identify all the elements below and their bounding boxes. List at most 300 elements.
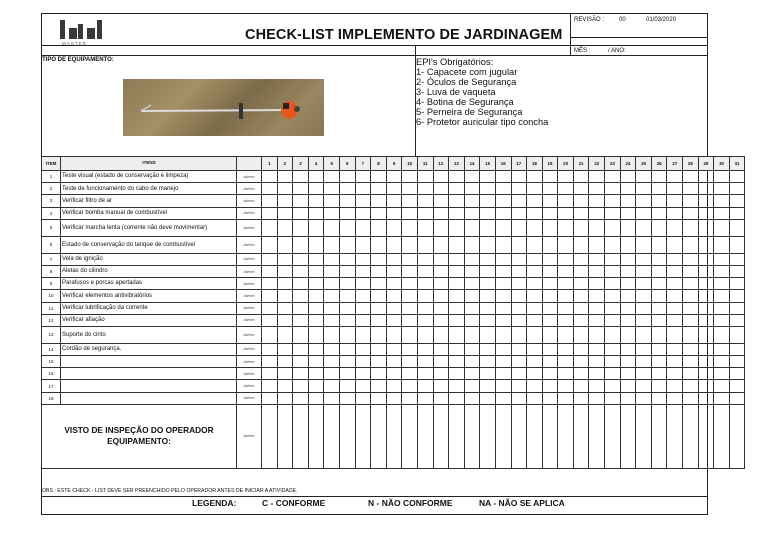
check-cell[interactable] [698,219,714,236]
check-cell[interactable] [511,207,527,219]
check-cell[interactable] [277,171,293,183]
check-cell[interactable] [558,368,574,380]
check-cell[interactable] [480,380,496,392]
check-cell[interactable] [262,219,278,236]
check-cell[interactable] [714,290,730,302]
check-cell[interactable] [589,278,605,290]
check-cell[interactable] [402,183,418,195]
check-cell[interactable] [698,195,714,207]
check-cell[interactable] [402,368,418,380]
check-cell[interactable] [558,314,574,326]
check-cell[interactable] [620,314,636,326]
check-cell[interactable] [449,278,465,290]
check-cell[interactable] [402,380,418,392]
check-cell[interactable] [729,171,745,183]
check-cell[interactable] [277,302,293,314]
check-cell[interactable] [449,343,465,355]
check-cell[interactable] [371,265,387,277]
check-cell[interactable] [293,356,309,368]
row-date[interactable]: dd/mm [237,183,262,195]
check-cell[interactable] [558,219,574,236]
check-cell[interactable] [573,219,589,236]
check-cell[interactable] [605,380,621,392]
check-cell[interactable] [495,356,511,368]
check-cell[interactable] [480,183,496,195]
check-cell[interactable] [417,183,433,195]
check-cell[interactable] [636,368,652,380]
check-cell[interactable] [324,290,340,302]
check-cell[interactable] [386,171,402,183]
check-cell[interactable] [308,314,324,326]
check-cell[interactable] [558,253,574,265]
check-cell[interactable] [558,207,574,219]
check-cell[interactable] [324,253,340,265]
check-cell[interactable] [293,392,309,404]
check-cell[interactable] [324,171,340,183]
check-cell[interactable] [511,253,527,265]
check-cell[interactable] [620,343,636,355]
check-cell[interactable] [620,253,636,265]
check-cell[interactable] [277,356,293,368]
check-cell[interactable] [355,290,371,302]
check-cell[interactable] [573,253,589,265]
check-cell[interactable] [417,278,433,290]
check-cell[interactable] [371,236,387,253]
check-cell[interactable] [683,380,699,392]
check-cell[interactable] [433,392,449,404]
check-cell[interactable] [698,343,714,355]
check-cell[interactable] [573,356,589,368]
check-cell[interactable] [433,183,449,195]
check-cell[interactable] [620,195,636,207]
check-cell[interactable] [495,171,511,183]
check-cell[interactable] [449,253,465,265]
check-cell[interactable] [277,253,293,265]
check-cell[interactable] [651,265,667,277]
visto-cell[interactable] [449,404,465,468]
check-cell[interactable] [714,368,730,380]
visto-cell[interactable] [714,404,730,468]
check-cell[interactable] [589,171,605,183]
check-cell[interactable] [729,265,745,277]
check-cell[interactable] [651,253,667,265]
check-cell[interactable] [386,343,402,355]
check-cell[interactable] [511,236,527,253]
check-cell[interactable] [495,290,511,302]
check-cell[interactable] [324,356,340,368]
check-cell[interactable] [371,343,387,355]
check-cell[interactable] [277,326,293,343]
check-cell[interactable] [339,219,355,236]
check-cell[interactable] [386,236,402,253]
check-cell[interactable] [371,171,387,183]
check-cell[interactable] [308,183,324,195]
check-cell[interactable] [433,195,449,207]
check-cell[interactable] [573,183,589,195]
check-cell[interactable] [293,236,309,253]
check-cell[interactable] [589,207,605,219]
check-cell[interactable] [371,302,387,314]
check-cell[interactable] [355,236,371,253]
check-cell[interactable] [324,368,340,380]
row-date[interactable]: dd/mm [237,195,262,207]
check-cell[interactable] [589,380,605,392]
check-cell[interactable] [683,356,699,368]
check-cell[interactable] [683,183,699,195]
check-cell[interactable] [698,253,714,265]
check-cell[interactable] [605,392,621,404]
visto-cell[interactable] [433,404,449,468]
check-cell[interactable] [729,207,745,219]
check-cell[interactable] [558,195,574,207]
row-date[interactable]: dd/mm [237,326,262,343]
check-cell[interactable] [573,195,589,207]
check-cell[interactable] [698,207,714,219]
check-cell[interactable] [527,183,543,195]
check-cell[interactable] [339,392,355,404]
check-cell[interactable] [417,314,433,326]
check-cell[interactable] [651,326,667,343]
check-cell[interactable] [308,171,324,183]
check-cell[interactable] [573,380,589,392]
check-cell[interactable] [589,236,605,253]
check-cell[interactable] [464,302,480,314]
check-cell[interactable] [573,236,589,253]
visto-cell[interactable] [651,404,667,468]
check-cell[interactable] [683,236,699,253]
check-cell[interactable] [308,265,324,277]
check-cell[interactable] [402,326,418,343]
row-date[interactable]: dd/mm [237,207,262,219]
check-cell[interactable] [714,278,730,290]
check-cell[interactable] [293,368,309,380]
check-cell[interactable] [277,236,293,253]
check-cell[interactable] [449,314,465,326]
check-cell[interactable] [527,207,543,219]
check-cell[interactable] [324,236,340,253]
visto-cell[interactable] [293,404,309,468]
check-cell[interactable] [573,171,589,183]
check-cell[interactable] [480,302,496,314]
check-cell[interactable] [433,278,449,290]
check-cell[interactable] [386,302,402,314]
check-cell[interactable] [651,368,667,380]
check-cell[interactable] [605,302,621,314]
check-cell[interactable] [277,392,293,404]
check-cell[interactable] [449,207,465,219]
check-cell[interactable] [558,343,574,355]
check-cell[interactable] [308,368,324,380]
check-cell[interactable] [651,195,667,207]
check-cell[interactable] [464,236,480,253]
check-cell[interactable] [355,356,371,368]
visto-cell[interactable] [511,404,527,468]
visto-cell[interactable] [558,404,574,468]
check-cell[interactable] [698,171,714,183]
check-cell[interactable] [651,343,667,355]
check-cell[interactable] [729,380,745,392]
check-cell[interactable] [277,219,293,236]
check-cell[interactable] [589,265,605,277]
check-cell[interactable] [573,343,589,355]
check-cell[interactable] [355,219,371,236]
check-cell[interactable] [558,290,574,302]
check-cell[interactable] [417,368,433,380]
check-cell[interactable] [589,314,605,326]
check-cell[interactable] [714,314,730,326]
check-cell[interactable] [386,265,402,277]
check-cell[interactable] [402,171,418,183]
check-cell[interactable] [683,265,699,277]
check-cell[interactable] [293,183,309,195]
check-cell[interactable] [527,326,543,343]
check-cell[interactable] [683,171,699,183]
check-cell[interactable] [293,253,309,265]
check-cell[interactable] [620,392,636,404]
check-cell[interactable] [729,343,745,355]
check-cell[interactable] [339,290,355,302]
check-cell[interactable] [511,183,527,195]
check-cell[interactable] [339,207,355,219]
check-cell[interactable] [355,368,371,380]
check-cell[interactable] [527,343,543,355]
check-cell[interactable] [262,392,278,404]
check-cell[interactable] [636,314,652,326]
check-cell[interactable] [308,302,324,314]
check-cell[interactable] [355,314,371,326]
check-cell[interactable] [636,392,652,404]
row-date[interactable]: dd/mm [237,265,262,277]
check-cell[interactable] [605,314,621,326]
check-cell[interactable] [449,368,465,380]
check-cell[interactable] [667,302,683,314]
row-date[interactable]: dd/mm [237,380,262,392]
visto-cell[interactable] [605,404,621,468]
check-cell[interactable] [542,278,558,290]
check-cell[interactable] [371,219,387,236]
check-cell[interactable] [386,278,402,290]
check-cell[interactable] [417,326,433,343]
check-cell[interactable] [417,219,433,236]
check-cell[interactable] [308,380,324,392]
check-cell[interactable] [293,343,309,355]
check-cell[interactable] [698,392,714,404]
check-cell[interactable] [480,207,496,219]
check-cell[interactable] [417,171,433,183]
visto-cell[interactable] [667,404,683,468]
check-cell[interactable] [449,171,465,183]
check-cell[interactable] [698,380,714,392]
check-cell[interactable] [339,343,355,355]
visto-cell[interactable] [636,404,652,468]
check-cell[interactable] [542,171,558,183]
check-cell[interactable] [651,290,667,302]
check-cell[interactable] [293,207,309,219]
check-cell[interactable] [464,392,480,404]
check-cell[interactable] [636,207,652,219]
check-cell[interactable] [542,302,558,314]
check-cell[interactable] [464,265,480,277]
check-cell[interactable] [386,207,402,219]
check-cell[interactable] [683,207,699,219]
check-cell[interactable] [620,380,636,392]
visto-cell[interactable] [527,404,543,468]
check-cell[interactable] [729,302,745,314]
check-cell[interactable] [386,195,402,207]
check-cell[interactable] [449,356,465,368]
check-cell[interactable] [636,290,652,302]
check-cell[interactable] [495,326,511,343]
check-cell[interactable] [262,183,278,195]
check-cell[interactable] [589,290,605,302]
check-cell[interactable] [683,290,699,302]
check-cell[interactable] [683,368,699,380]
check-cell[interactable] [262,207,278,219]
check-cell[interactable] [636,356,652,368]
check-cell[interactable] [339,314,355,326]
check-cell[interactable] [573,302,589,314]
check-cell[interactable] [651,219,667,236]
check-cell[interactable] [433,253,449,265]
check-cell[interactable] [558,265,574,277]
visto-cell[interactable] [308,404,324,468]
check-cell[interactable] [339,326,355,343]
check-cell[interactable] [339,380,355,392]
check-cell[interactable] [651,236,667,253]
check-cell[interactable] [480,343,496,355]
check-cell[interactable] [402,343,418,355]
check-cell[interactable] [636,302,652,314]
check-cell[interactable] [464,368,480,380]
check-cell[interactable] [433,326,449,343]
check-cell[interactable] [371,392,387,404]
check-cell[interactable] [480,265,496,277]
check-cell[interactable] [573,290,589,302]
check-cell[interactable] [355,183,371,195]
check-cell[interactable] [573,278,589,290]
visto-cell[interactable] [371,404,387,468]
check-cell[interactable] [277,290,293,302]
check-cell[interactable] [293,380,309,392]
check-cell[interactable] [386,392,402,404]
visto-cell[interactable] [339,404,355,468]
check-cell[interactable] [417,343,433,355]
check-cell[interactable] [527,236,543,253]
check-cell[interactable] [386,253,402,265]
check-cell[interactable] [355,302,371,314]
check-cell[interactable] [495,368,511,380]
check-cell[interactable] [480,236,496,253]
visto-cell[interactable] [495,404,511,468]
check-cell[interactable] [667,236,683,253]
check-cell[interactable] [355,392,371,404]
check-cell[interactable] [558,278,574,290]
check-cell[interactable] [511,392,527,404]
check-cell[interactable] [683,326,699,343]
check-cell[interactable] [262,343,278,355]
check-cell[interactable] [308,219,324,236]
check-cell[interactable] [480,356,496,368]
check-cell[interactable] [355,278,371,290]
check-cell[interactable] [262,368,278,380]
check-cell[interactable] [433,380,449,392]
check-cell[interactable] [417,236,433,253]
check-cell[interactable] [714,392,730,404]
check-cell[interactable] [667,207,683,219]
check-cell[interactable] [371,278,387,290]
check-cell[interactable] [262,314,278,326]
check-cell[interactable] [339,265,355,277]
check-cell[interactable] [433,171,449,183]
check-cell[interactable] [683,195,699,207]
check-cell[interactable] [527,265,543,277]
check-cell[interactable] [417,253,433,265]
check-cell[interactable] [480,314,496,326]
check-cell[interactable] [417,356,433,368]
check-cell[interactable] [433,314,449,326]
check-cell[interactable] [293,326,309,343]
check-cell[interactable] [324,265,340,277]
check-cell[interactable] [417,207,433,219]
check-cell[interactable] [511,326,527,343]
check-cell[interactable] [605,253,621,265]
row-date[interactable]: dd/mm [237,356,262,368]
check-cell[interactable] [277,207,293,219]
check-cell[interactable] [371,326,387,343]
check-cell[interactable] [417,195,433,207]
check-cell[interactable] [667,290,683,302]
check-cell[interactable] [714,343,730,355]
check-cell[interactable] [308,253,324,265]
check-cell[interactable] [464,171,480,183]
visto-cell[interactable] [698,404,714,468]
check-cell[interactable] [449,326,465,343]
check-cell[interactable] [605,278,621,290]
row-date[interactable]: dd/mm [237,171,262,183]
check-cell[interactable] [262,195,278,207]
check-cell[interactable] [324,207,340,219]
check-cell[interactable] [386,183,402,195]
check-cell[interactable] [464,314,480,326]
check-cell[interactable] [402,207,418,219]
check-cell[interactable] [714,356,730,368]
check-cell[interactable] [527,278,543,290]
check-cell[interactable] [636,326,652,343]
check-cell[interactable] [542,392,558,404]
check-cell[interactable] [433,219,449,236]
check-cell[interactable] [636,265,652,277]
check-cell[interactable] [651,302,667,314]
check-cell[interactable] [542,368,558,380]
check-cell[interactable] [277,195,293,207]
check-cell[interactable] [371,253,387,265]
check-cell[interactable] [714,195,730,207]
check-cell[interactable] [620,265,636,277]
check-cell[interactable] [480,326,496,343]
check-cell[interactable] [573,392,589,404]
check-cell[interactable] [589,356,605,368]
check-cell[interactable] [511,219,527,236]
check-cell[interactable] [480,392,496,404]
check-cell[interactable] [433,207,449,219]
check-cell[interactable] [605,265,621,277]
check-cell[interactable] [620,326,636,343]
check-cell[interactable] [714,219,730,236]
check-cell[interactable] [729,278,745,290]
check-cell[interactable] [293,302,309,314]
check-cell[interactable] [464,253,480,265]
check-cell[interactable] [636,171,652,183]
